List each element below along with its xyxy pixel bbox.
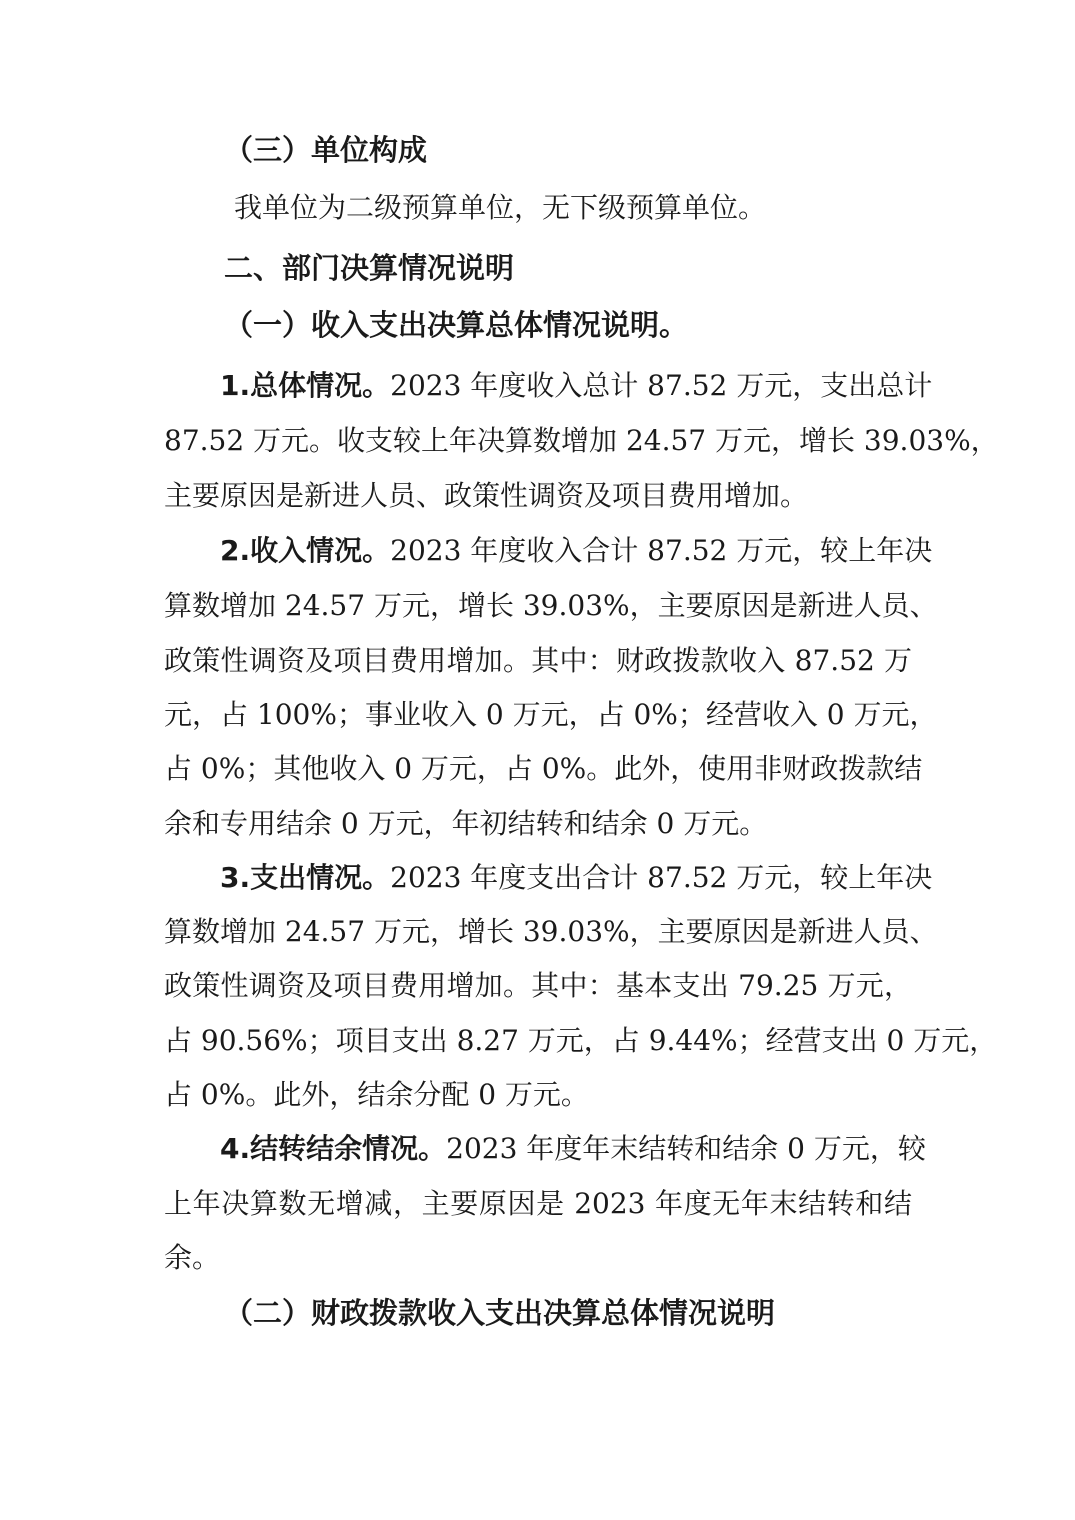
unit-composition-text: 我单位为二级预算单位，无下级预算单位。 — [234, 191, 767, 224]
para2-line3: 政策性调资及项目费用增加。其中：财政拨款收入 87.52 万 — [164, 644, 912, 677]
para3-line3: 政策性调资及项目费用增加。其中：基本支出 79.25 万元， — [164, 969, 912, 1002]
para4-lead: 4.结转结余情况。 — [220, 1132, 447, 1165]
para3-line4: 占 90.56%；项目支出 8.27 万元，占 9.44%；经营支出 0 万元， — [164, 1024, 998, 1057]
para1-line3: 主要原因是新进人员、政策性调资及项目费用增加。 — [164, 479, 809, 512]
section-two-heading: 二、部门决算情况说明 — [224, 251, 515, 285]
para3-line1 — [220, 858, 932, 898]
para3-line2: 算数增加 24.57 万元，增长 39.03%，主要原因是新进人员、 — [164, 915, 938, 948]
para1-lead: 1.总体情况。 — [220, 369, 391, 402]
fiscal-section-heading: （二）财政拨款收入支出决算总体情况说明 — [224, 1296, 776, 1330]
para1-line2: 87.52 万元。收支较上年决算数增加 24.57 万元，增长 39.03%， — [164, 424, 999, 457]
para4-line1 — [220, 1129, 926, 1169]
para2-line1 — [220, 531, 932, 571]
para4-line1-text: 2023 年度年末结转和结余 0 万元，较 — [446, 1132, 926, 1165]
income-expense-heading: （一）收入支出决算总体情况说明。 — [224, 308, 689, 342]
para2-lead: 2.收入情况。 — [220, 534, 391, 567]
para4-line2: 上年决算数无增减，主要原因是 2023 年度无年末结转和结 — [164, 1187, 912, 1220]
para1-line1-text: 2023 年度收入总计 87.52 万元，支出总计 — [390, 369, 933, 402]
para1-line1 — [220, 366, 932, 406]
para2-line5: 占 0%；其他收入 0 万元，占 0%。此外，使用非财政拨款结 — [164, 752, 923, 785]
para3-line1-text: 2023 年度支出合计 87.52 万元，较上年决 — [390, 861, 933, 894]
para3-line5: 占 0%。此外，结余分配 0 万元。 — [164, 1078, 589, 1111]
para2-line4: 元，占 100%；事业收入 0 万元，占 0%；经营收入 0 万元， — [164, 698, 938, 731]
para2-line2: 算数增加 24.57 万元，增长 39.03%，主要原因是新进人员、 — [164, 589, 938, 622]
para2-line1-text: 2023 年度收入合计 87.52 万元，较上年决 — [390, 534, 933, 567]
para4-line3: 余。 — [164, 1241, 221, 1274]
unit-composition-heading: （三）单位构成 — [224, 133, 428, 167]
para3-lead: 3.支出情况。 — [220, 861, 391, 894]
para2-line6: 余和专用结余 0 万元，年初结转和结余 0 万元。 — [164, 807, 768, 840]
